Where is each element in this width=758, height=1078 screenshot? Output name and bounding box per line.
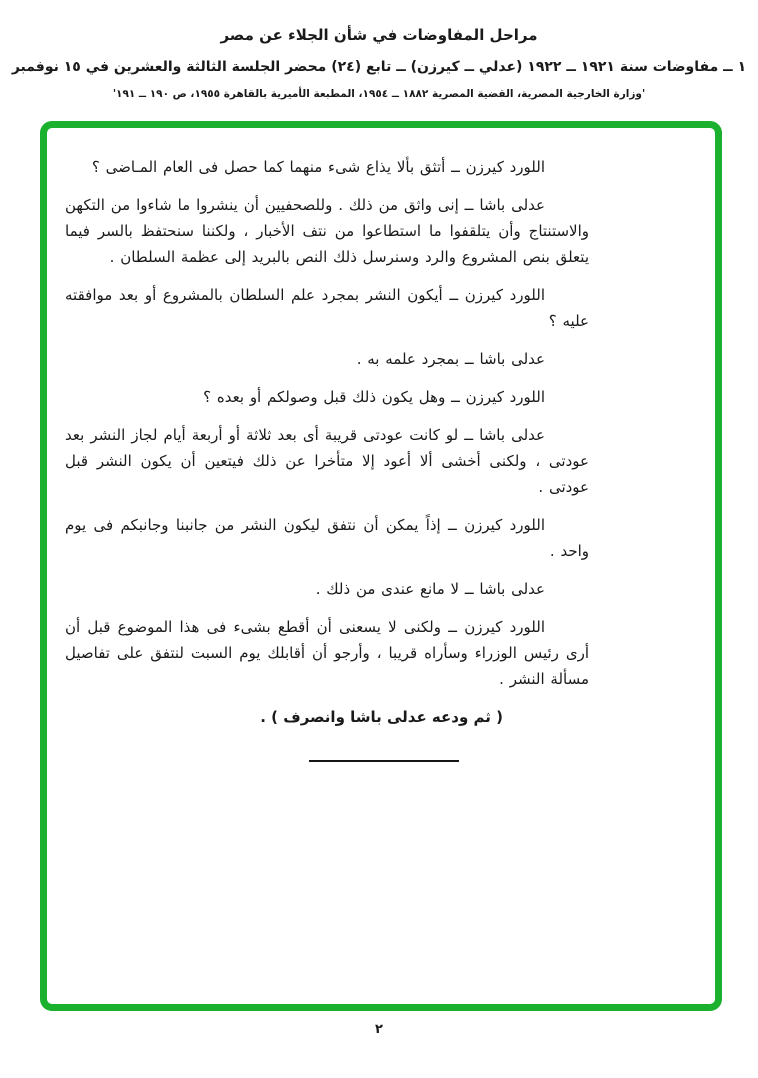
dialogue-paragraph: عدلى باشا ــ لا مانع عندى من ذلك . xyxy=(315,580,545,598)
dialogue-paragraph: اللورد كيرزن ــ إذاً يمكن أن نتفق ليكون النشر من جانبنا وجانبكم فى يوم واحد . xyxy=(65,516,589,560)
highlight-box xyxy=(40,121,722,1011)
dialogue-paragraph: عدلى باشا ــ إنى واثق من ذلك . وللصحفيين أن ينشروا ما شاءوا من التكهن والاستنتاج وأن يتلقفوا ما استطاعوا من نتف الأخبار ، ولكننا سنحتفظ بالسر فيما يتعلق بنص المشروع والرد وسنرسل ذلك النص بالبريد إلى عظمة السلطان . xyxy=(65,196,589,266)
dialogue-paragraph: اللورد كيرزن ــ ولكنى لا يسعنى أن أقطع بشىء فى هذا الموضوع قبل أن أرى رئيس الوزراء وسأراه قريبا ، وأرجو أن أقابلك يوم السبت لنتفق على تفاصيل مسألة النشر . xyxy=(65,618,589,688)
dialogue-paragraph: اللورد كيرزن ــ وهل يكون ذلك قبل وصولكم أو بعده ؟ xyxy=(203,388,545,406)
document-subtitle: ١ ــ مفاوضات سنة ١٩٢١ ــ ١٩٢٢ (عدلي ــ كيرزن) ــ تابع (٢٤) محضر الجلسة الثالثة والعشرين في ١٥ نوفمبر xyxy=(11,59,747,75)
dialogue-paragraph: اللورد كيرزن ــ أيكون النشر بمجرد علم السلطان بالمشروع أو بعد موافقته عليه ؟ xyxy=(65,286,589,330)
document-title: مراحل المفاوضات في شأن الجلاء عن مصر xyxy=(220,26,538,44)
page-number: ٢ xyxy=(375,1022,383,1037)
document-header xyxy=(0,0,758,101)
section-divider xyxy=(309,760,459,762)
dialogue-paragraph: عدلى باشا ــ لو كانت عودتى قريبة أى بعد ثلاثة أو أربعة أيام لجاز النشر بعد عودتى ، ولكنى أخشى ألا أعود إلا متأخرا عن ذلك فيتعين أن يكون النشر قبل عودتى . xyxy=(65,426,589,496)
dialogue-paragraph: اللورد كيرزن ــ أتثق بألا يذاع شىء منهما كما حصل فى العام المـاضى ؟ xyxy=(91,158,545,176)
source-citation: 'وزارة الخارجية المصرية، القضية المصرية ١٨٨٢ ــ ١٩٥٤، المطبعة الأميرية بالقاهرة ١٩٥٥، ص ١٩٠ ــ ١٩١' xyxy=(112,88,646,100)
closing-note: ( ثم ودعه عدلى باشا وانصرف ) . xyxy=(260,708,503,726)
dialogue-text-block xyxy=(65,154,589,762)
dialogue-paragraph: عدلى باشا ــ بمجرد علمه به . xyxy=(356,350,545,368)
